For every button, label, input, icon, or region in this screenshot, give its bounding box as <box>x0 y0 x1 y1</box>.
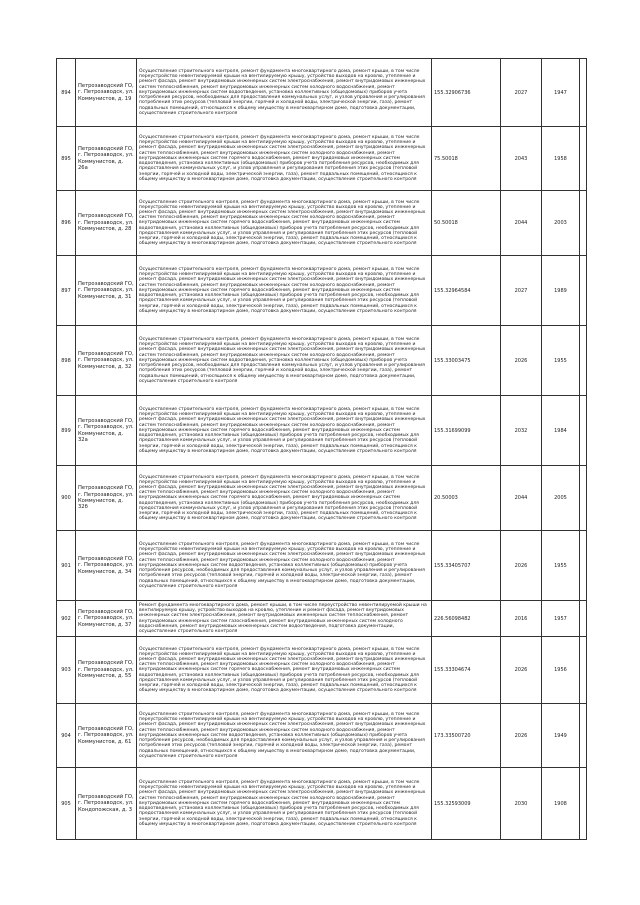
row-number: 903 <box>57 637 76 704</box>
works-description: Осуществление строительного контроля, ремонт фундамента многоквартирного дома, ремонт крыши, в том числе переустройство невентилируемой крыши на вентилируемую крышу, устройство выходов на кровлю, утепление и ремонт фасада, ремонт внутридомовых инженерных систем электроснабжения, ремонт внутридомовых инженерных систем теплоснабжения, ремонт внутридомовых инженерных систем холодного водоснабжения, ремонт внутридомовых инженерных систем горячего водоснабжения, ремонт внутридомовых инженерных систем водоотведения, установка коллективных (общедомовых) приборов учета потребления ресурсов, необходимых для предоставления коммунальных услуг, и узлов управления и регулирования потребления этих ресурсов (тепловой энергии, горячей и холодной воды, электрической энергии, газа), ремонт подвальных помещений, относящихся к общему имуществу в многоквартирном доме, подготовка документации, осуществление строительного контроля <box>137 256 432 326</box>
table-row <box>57 256 587 326</box>
plan-year: 2026 <box>501 531 542 601</box>
build-year: 1955 <box>542 531 580 601</box>
works-description: Осуществление строительного контроля, ремонт фундамента многоквартирного дома, ремонт крыши, в том числе переустройство невентилируемой крыши на вентилируемую крышу, устройство выходов на кровлю, утепление и ремонт фасада, ремонт внутридомовых инженерных систем электроснабжения, ремонт внутридомовых инженерных систем теплоснабжения, ремонт внутридомовых инженерных систем холодного водоснабжения, ремонт внутридомовых инженерных систем горячего водоснабжения, ремонт внутридомовых инженерных систем водоотведения, установка коллективных (общедомовых) приборов учета потребления ресурсов, необходимых для предоставления коммунальных услуг, и узлов управления и регулирования потребления этих ресурсов (тепловой энергии, горячей и холодной воды, электрической энергии, газа), ремонт подвальных помещений, относящихся к общему имуществу в многоквартирном доме, подготовка документации, осуществление строительного контроля <box>137 466 432 531</box>
house-address: Петрозаводский ГО, г. Петрозаводск, ул. Коммунистов, д. 32б <box>76 466 137 531</box>
plan-year: 2026 <box>501 704 542 768</box>
build-year: 2003 <box>542 191 580 256</box>
build-year: 1908 <box>542 768 580 840</box>
empty-cell <box>580 531 587 601</box>
build-year: 1984 <box>542 396 580 466</box>
cost-value: 155.33405707 <box>432 531 501 601</box>
plan-year: 2026 <box>501 637 542 704</box>
cost-value: 75.50018 <box>432 127 501 191</box>
build-year: 1989 <box>542 256 580 326</box>
works-description: Осуществление строительного контроля, ремонт фундамента многоквартирного дома, ремонт крыши, в том числе переустройство невентилируемой крыши на вентилируемую крышу, устройство выходов на кровлю, утепление и ремонт фасада, ремонт внутридомовых инженерных систем электроснабжения, ремонт внутридомовых инженерных систем теплоснабжения, ремонт внутридомовых инженерных систем холодного водоснабжения, ремонт внутридомовых инженерных систем горячего водоснабжения, ремонт внутридомовых инженерных систем водоотведения, установка коллективных (общедомовых) приборов учета потребления ресурсов, необходимых для предоставления коммунальных услуг, и узлов управления и регулирования потребления этих ресурсов (тепловой энергии, горячей и холодной воды, электрической энергии, газа), ремонт подвальных помещений, относящихся к общему имуществу в многоквартирном доме, подготовка документации, осуществление строительного контроля <box>137 768 432 840</box>
plan-year: 2027 <box>501 59 542 127</box>
plan-year: 2044 <box>501 191 542 256</box>
cost-value: 155.32964584 <box>432 256 501 326</box>
row-number: 894 <box>57 59 76 127</box>
table-row <box>57 127 587 191</box>
plan-year: 2026 <box>501 326 542 396</box>
works-description: Осуществление строительного контроля, ремонт фундамента многоквартирного дома, ремонт крыши, в том числе переустройство невентилируемой крыши на вентилируемую крышу, устройство выходов на кровлю, утепление и ремонт фасада, ремонт внутридомовых инженерных систем электроснабжения, ремонт внутридомовых инженерных систем теплоснабжения, ремонт внутридомовых инженерных систем холодного водоснабжения, ремонт внутридомовых инженерных систем водоотведения, установка коллективных (общедомовых) приборов учета потребления ресурсов, необходимых для предоставления коммунальных услуг, и узлов управления и регулирования потребления этих ресурсов (тепловой энергии, горячей и холодной воды, электрической энергии, газа), ремонт подвальных помещений, относящихся к общему имуществу в многоквартирном доме, подготовка документации, осуществление строительного контроля <box>137 59 432 127</box>
row-number: 895 <box>57 127 76 191</box>
empty-cell <box>580 256 587 326</box>
cost-value: 155.32906736 <box>432 59 501 127</box>
house-address: Петрозаводский ГО, г. Петрозаводск, ул. Коммунистов, д. 31 <box>76 256 137 326</box>
table-row <box>57 326 587 396</box>
empty-cell <box>580 637 587 704</box>
row-number: 904 <box>57 704 76 768</box>
works-description: Осуществление строительного контроля, ремонт фундамента многоквартирного дома, ремонт крыши, в том числе переустройство невентилируемой крыши на вентилируемую крышу, устройство выходов на кровлю, утепление и ремонт фасада, ремонт внутридомовых инженерных систем электроснабжения, ремонт внутридомовых инженерных систем теплоснабжения, ремонт внутридомовых инженерных систем холодного водоснабжения, ремонт внутридомовых инженерных систем горячего водоснабжения, ремонт внутридомовых инженерных систем водоотведения, установка коллективных (общедомовых) приборов учета потребления ресурсов, необходимых для предоставления коммунальных услуг, и узлов управления и регулирования потребления этих ресурсов (тепловой энергии, горячей и холодной воды, электрической энергии, газа), ремонт подвальных помещений, относящихся к общему имуществу в многоквартирном доме, подготовка документации, осуществление строительного контроля <box>137 191 432 256</box>
empty-cell <box>580 191 587 256</box>
empty-cell <box>580 127 587 191</box>
empty-cell <box>580 768 587 840</box>
cost-value: 173.33500720 <box>432 704 501 768</box>
build-year: 1955 <box>542 326 580 396</box>
plan-year: 2027 <box>501 256 542 326</box>
row-number: 898 <box>57 326 76 396</box>
build-year: 1957 <box>542 601 580 637</box>
works-description: Осуществление строительного контроля, ремонт фундамента многоквартирного дома, ремонт крыши, в том числе переустройство невентилируемой крыши на вентилируемую крышу, устройство выходов на кровлю, утепление и ремонт фасада, ремонт внутридомовых инженерных систем электроснабжения, ремонт внутридомовых инженерных систем теплоснабжения, ремонт внутридомовых инженерных систем холодного водоснабжения, ремонт внутридомовых инженерных систем горячего водоснабжения, ремонт внутридомовых инженерных систем водоотведения, установка коллективных (общедомовых) приборов учета потребления ресурсов, необходимых для предоставления коммунальных услуг, и узлов управления и регулирования потребления этих ресурсов (тепловой энергии, горячей и холодной воды, электрической энергии, газа), ремонт подвальных помещений, относящихся к общему имуществу в многоквартирном доме, подготовка документации, осуществление строительного контроля <box>137 396 432 466</box>
table-row <box>57 704 587 768</box>
cost-value: 155.31699099 <box>432 396 501 466</box>
row-number: 899 <box>57 396 76 466</box>
cost-value: 20.50003 <box>432 466 501 531</box>
cost-value: 50.50018 <box>432 191 501 256</box>
build-year: 1958 <box>542 127 580 191</box>
table-row <box>57 637 587 704</box>
table-row <box>57 601 587 637</box>
table-row <box>57 59 587 127</box>
works-description: Осуществление строительного контроля, ремонт фундамента многоквартирного дома, ремонт крыши, в том числе переустройство невентилируемой крыши на вентилируемую крышу, устройство выходов на кровлю, утепление и ремонт фасада, ремонт внутридомовых инженерных систем электроснабжения, ремонт внутридомовых инженерных систем теплоснабжения, ремонт внутридомовых инженерных систем холодного водоснабжения, ремонт внутридомовых инженерных систем горячего водоснабжения, ремонт внутридомовых инженерных систем водоотведения, установка коллективных (общедомовых) приборов учета потребления ресурсов, необходимых для предоставления коммунальных услуг, и узлов управления и регулирования потребления этих ресурсов (тепловой энергии, горячей и холодной воды, электрической энергии, газа), ремонт подвальных помещений, относящихся к общему имуществу в многоквартирном доме, подготовка документации, осуществление строительного контроля <box>137 127 432 191</box>
row-number: 902 <box>57 601 76 637</box>
house-address: Петрозаводский ГО, г. Петрозаводск, ул. Коммунистов, д. 28 <box>76 191 137 256</box>
house-address: Петрозаводский ГО, г. Петрозаводск, ул. Коммунистов, д. 32 <box>76 326 137 396</box>
empty-cell <box>580 396 587 466</box>
empty-cell <box>580 326 587 396</box>
plan-year: 2016 <box>501 601 542 637</box>
cost-value: 155.33003475 <box>432 326 501 396</box>
house-address: Петрозаводский ГО, г. Петрозаводск, ул. Коммунистов, д. 34 <box>76 531 137 601</box>
row-number: 897 <box>57 256 76 326</box>
build-year: 2005 <box>542 466 580 531</box>
works-description: Осуществление строительного контроля, ремонт фундамента многоквартирного дома, ремонт крыши, в том числе переустройство невентилируемой крыши на вентилируемую крышу, устройство выходов на кровлю, утепление и ремонт фасада, ремонт внутридомовых инженерных систем электроснабжения, ремонт внутридомовых инженерных систем теплоснабжения, ремонт внутридомовых инженерных систем холодного водоснабжения, ремонт внутридомовых инженерных систем водоотведения, установка коллективных (общедомовых) приборов учета потребления ресурсов, необходимых для предоставления коммунальных услуг, и узлов управления и регулирования потребления этих ресурсов (тепловой энергии, горячей и холодной воды, электрической энергии, газа), ремонт подвальных помещений, относящихся к общему имуществу в многоквартирном доме, подготовка документации, осуществление строительного контроля <box>137 326 432 396</box>
cost-value: 155.32593009 <box>432 768 501 840</box>
works-description: Осуществление строительного контроля, ремонт фундамента многоквартирного дома, ремонт крыши, в том числе переустройство невентилируемой крыши на вентилируемую крышу, устройство выходов на кровлю, утепление и ремонт фасада, ремонт внутридомовых инженерных систем электроснабжения, ремонт внутридомовых инженерных систем теплоснабжения, ремонт внутридомовых инженерных систем холодного водоснабжения, ремонт внутридомовых инженерных систем водоотведения, установка коллективных (общедомовых) приборов учета потребления ресурсов, необходимых для предоставления коммунальных услуг, и узлов управления и регулирования потребления этих ресурсов (тепловой энергии, горячей и холодной воды, электрической энергии, газа), ремонт подвальных помещений, относящихся к общему имуществу в многоквартирном доме, подготовка документации, осуществление строительного контроля <box>137 531 432 601</box>
row-number: 900 <box>57 466 76 531</box>
cost-value: 155.33304674 <box>432 637 501 704</box>
build-year: 1949 <box>542 704 580 768</box>
empty-cell <box>580 466 587 531</box>
empty-cell <box>580 59 587 127</box>
works-description: Ремонт фундамента многоквартирного дома, ремонт крыши, в том числе переустройство невентилируемой крыши на вентилируемую крышу, устройство выходов на кровлю, утепление и ремонт фасада, ремонт внутридомовых инженерных систем электроснабжения, ремонт внутридомовых инженерных систем теплоснабжения, ремонт внутридомовых инженерных систем газоснабжения, ремонт внутридомовых инженерных систем холодного водоснабжения, ремонт внутридомовых инженерных систем водоотведения, подготовка документации, осуществление строительного контроля <box>137 601 432 637</box>
house-address: Петрозаводский ГО, г. Петрозаводск, ул. Коммунистов, д. 55 <box>76 637 137 704</box>
table-row <box>57 466 587 531</box>
plan-year: 2032 <box>501 396 542 466</box>
row-number: 896 <box>57 191 76 256</box>
cost-value: 226.56098482 <box>432 601 501 637</box>
house-address: Петрозаводский ГО, г. Петрозаводск, ул. Коммунистов, д. 37 <box>76 601 137 637</box>
capital-repair-table <box>56 58 587 840</box>
house-address: Петрозаводский ГО, г. Петрозаводск, ул. Коммунистов, д. 32а <box>76 396 137 466</box>
works-description: Осуществление строительного контроля, ремонт фундамента многоквартирного дома, ремонт крыши, в том числе переустройство невентилируемой крыши на вентилируемую крышу, устройство выходов на кровлю, утепление и ремонт фасада, ремонт внутридомовых инженерных систем электроснабжения, ремонт внутридомовых инженерных систем теплоснабжения, ремонт внутридомовых инженерных систем холодного водоснабжения, ремонт внутридомовых инженерных систем горячего водоснабжения, ремонт внутридомовых инженерных систем водоотведения, установка коллективных (общедомовых) приборов учета потребления ресурсов, необходимых для предоставления коммунальных услуг, и узлов управления и регулирования потребления этих ресурсов (тепловой энергии, горячей и холодной воды, электрической энергии, газа), ремонт подвальных помещений, относящихся к общему имуществу в многоквартирном доме, подготовка документации, осуществление строительного контроля <box>137 637 432 704</box>
plan-year: 2043 <box>501 127 542 191</box>
works-description: Осуществление строительного контроля, ремонт фундамента многоквартирного дома, ремонт крыши, в том числе переустройство невентилируемой крыши на вентилируемую крышу, устройство выходов на кровлю, утепление и ремонт фасада, ремонт внутридомовых инженерных систем электроснабжения, ремонт внутридомовых инженерных систем теплоснабжения, ремонт внутридомовых инженерных систем холодного водоснабжения, ремонт внутридомовых инженерных систем водоотведения, установка коллективных (общедомовых) приборов учета потребления ресурсов, необходимых для предоставления коммунальных услуг, и узлов управления и регулирования потребления этих ресурсов (тепловой энергии, горячей и холодной воды, электрической энергии, газа), ремонт подвальных помещений, относящихся к общему имуществу в многоквартирном доме, подготовка документации, осуществление строительного контроля <box>137 704 432 768</box>
table-row <box>57 191 587 256</box>
row-number: 901 <box>57 531 76 601</box>
house-address: Петрозаводский ГО, г. Петрозаводск, ул. Коммунистов, д. 26а <box>76 127 137 191</box>
plan-year: 2030 <box>501 768 542 840</box>
plan-year: 2044 <box>501 466 542 531</box>
table-row <box>57 531 587 601</box>
build-year: 1947 <box>542 59 580 127</box>
empty-cell <box>580 601 587 637</box>
row-number: 905 <box>57 768 76 840</box>
table-row <box>57 768 587 840</box>
house-address: Петрозаводский ГО, г. Петрозаводск, ул. Коммунистов, д. 61 <box>76 704 137 768</box>
house-address: Петрозаводский ГО, г. Петрозаводск, ул. Кондопожская, д. 3 <box>76 768 137 840</box>
build-year: 1956 <box>542 637 580 704</box>
table-row <box>57 396 587 466</box>
empty-cell <box>580 704 587 768</box>
house-address: Петрозаводский ГО, г. Петрозаводск, ул. Коммунистов, д. 19 <box>76 59 137 127</box>
